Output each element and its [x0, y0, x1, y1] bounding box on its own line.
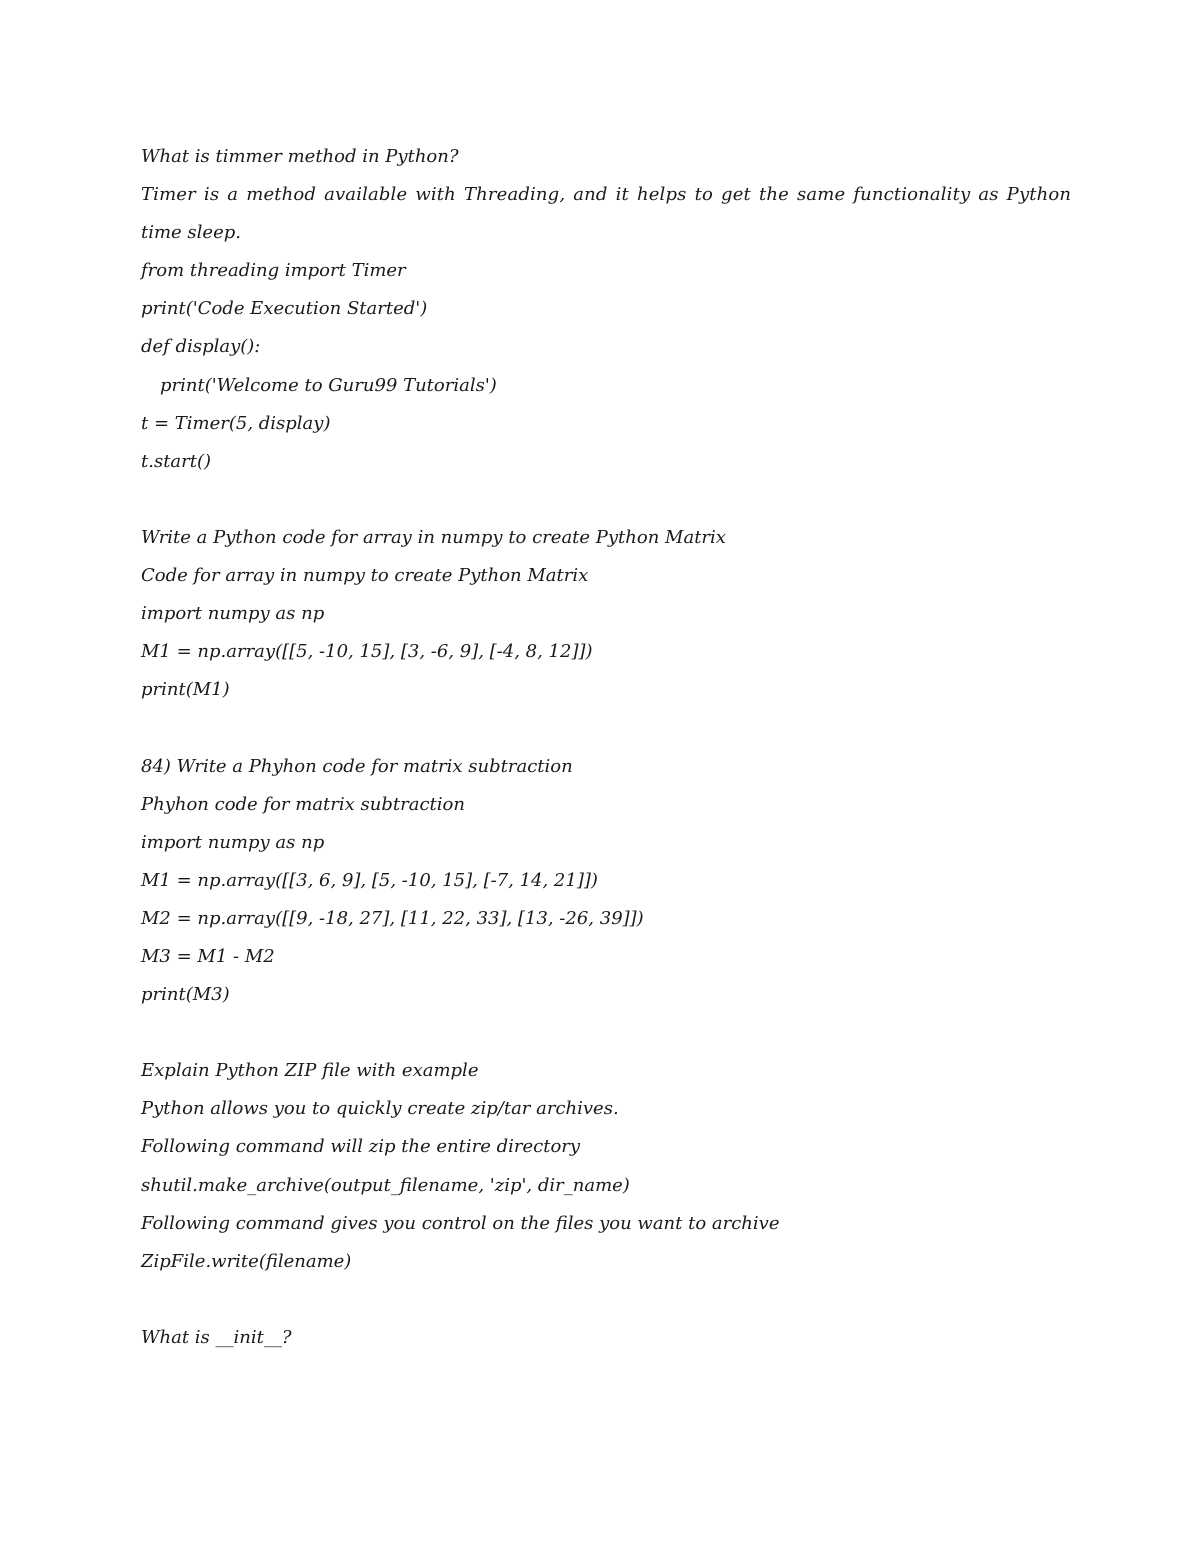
- paragraph-gap: [141, 1281, 1081, 1319]
- answer-text: Code for array in numpy to create Python Matrix: [141, 565, 589, 587]
- code-line: M1 = np.array([[3, 6, 9], [5, -10, 15], [-7, 14, 21]]): [141, 869, 598, 891]
- answer-text: Following command will zip the entire directory: [141, 1136, 581, 1158]
- code-line: print(M3): [141, 984, 230, 1006]
- paragraph-gap: [141, 709, 1081, 747]
- question-heading-zip-file: Explain Python ZIP file with example: [141, 1060, 479, 1082]
- answer-text: Timer is a method available with Threading, and it helps to get the same functionality as Python: [141, 184, 1072, 206]
- question-heading-timer: What is timmer method in Python?: [141, 146, 459, 167]
- code-line: t.start(): [141, 450, 212, 472]
- question-heading-matrix-subtraction: 84) Write a Phyhon code for matrix subtraction: [141, 755, 573, 777]
- answer-text: Python allows you to quickly create zip/tar archives.: [141, 1098, 619, 1120]
- answer-text: time sleep.: [141, 222, 241, 244]
- question-heading-init: What is __init__?: [141, 1326, 292, 1348]
- code-line: M1 = np.array([[5, -10, 15], [3, -6, 9], [-4, 8, 12]]): [141, 641, 593, 663]
- answer-text: Phyhon code for matrix subtraction: [141, 793, 465, 815]
- paragraph-gap: [141, 481, 1081, 519]
- code-line: M2 = np.array([[9, -18, 27], [11, 22, 33], [13, -26, 39]]): [141, 907, 644, 929]
- document-body: [141, 138, 1081, 1357]
- question-heading-numpy-matrix: Write a Python code for array in numpy to create Python Matrix: [141, 526, 726, 548]
- code-line: t = Timer(5, display): [141, 412, 331, 434]
- code-line: print(M1): [141, 679, 230, 701]
- code-line: import numpy as np: [141, 831, 325, 853]
- code-line: def display():: [141, 336, 261, 358]
- code-line: M3 = M1 - M2: [141, 945, 275, 967]
- code-line: import numpy as np: [141, 603, 325, 625]
- code-line: shutil.make_archive(output_filename, 'zip', dir_name): [141, 1174, 630, 1196]
- code-line: print('Welcome to Guru99 Tutorials'): [160, 374, 497, 396]
- code-line: print('Code Execution Started'): [141, 298, 428, 320]
- answer-text: Following command gives you control on the files you want to archive: [141, 1212, 780, 1234]
- code-line: from threading import Timer: [141, 260, 406, 282]
- paragraph-gap: [141, 1014, 1081, 1052]
- code-line: ZipFile.write(filename): [141, 1250, 352, 1272]
